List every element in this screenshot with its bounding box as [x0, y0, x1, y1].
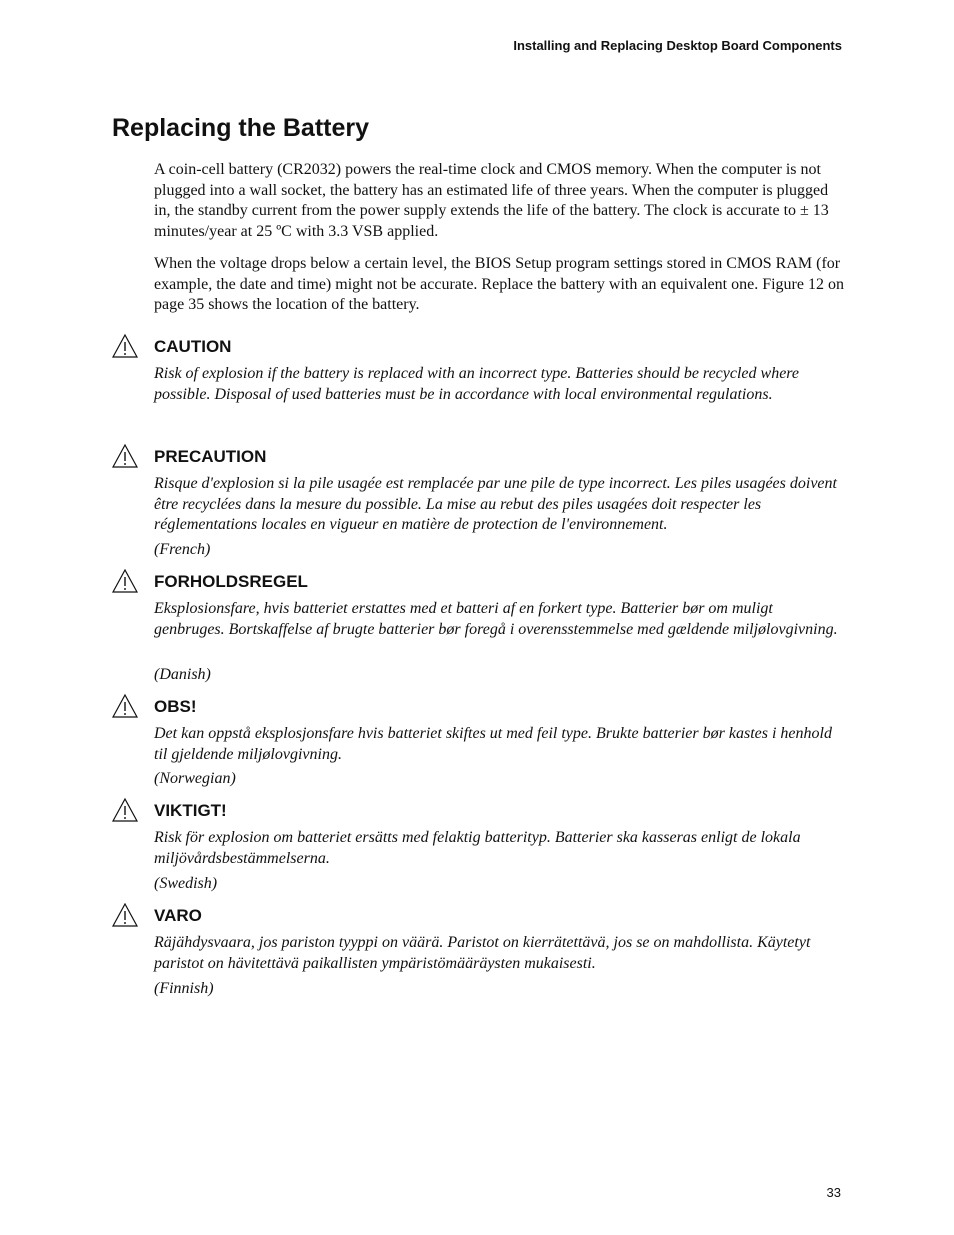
intro-paragraph: A coin-cell battery (CR2032) powers the real-time clock and CMOS memory. When the computer is not plugged into a wall socket, the battery has an estimated life of three years. When the computer is plugged in, the standby current from the power supply extends the life of the battery. The clock is accurate to ± 13 minutes/year at 25 ºC with 3.3 VSB applied.: [154, 161, 829, 241]
running-header: Installing and Replacing Desktop Board Components: [513, 38, 842, 53]
notice-language: (Norwegian): [154, 770, 236, 787]
notice-text: Risk för explosion om batteriet ersätts med felaktig batterityp. Batterier ska kasseras enligt de lokala miljövårdsbestämmelserna.: [154, 829, 801, 867]
warning-triangle-icon: [112, 903, 138, 927]
notice-language: (Danish): [154, 666, 211, 683]
notice-language: (French): [154, 541, 211, 558]
notice-heading: PRECAUTION: [154, 447, 267, 466]
notice-text: Eksplosionsfare, hvis batteriet erstattes med et batteri af en forkert type. Batterier bør om muligt genbruges. Bortskaffelse af brugte batterier bør foregå i overensstemmelse med gældende miljølovgivning.: [154, 600, 838, 638]
warning-triangle-icon: [112, 798, 138, 822]
page-title: Replacing the Battery: [112, 114, 370, 142]
warning-triangle-icon: [112, 569, 138, 593]
notice-text: Risk of explosion if the battery is replaced with an incorrect type. Batteries should be recycled where possible. Disposal of used batteries must be in accordance with local environmental regulations.: [154, 365, 800, 403]
notice-text: Räjähdysvaara, jos pariston tyyppi on väärä. Paristot on kierrätettävä, jos se on mahdollista. Käytetyt paristot on hävitettävä paikallisten ympäristömääräysten mukaisesti.: [154, 934, 811, 972]
warning-triangle-icon: [112, 334, 138, 358]
notice-heading: CAUTION: [154, 337, 232, 356]
notice-language: (Swedish): [154, 875, 218, 892]
notice-text: Det kan oppstå eksplosjonsfare hvis batteriet skiftes ut med feil type. Brukte batterier bør kastes i henhold til gjeldende miljølovgivning.: [154, 725, 832, 763]
notice-language: (Finnish): [154, 980, 214, 997]
notice-heading: OBS!: [154, 697, 197, 716]
notice-heading: FORHOLDSREGEL: [154, 572, 308, 591]
notice-heading: VIKTIGT!: [154, 801, 227, 820]
page-number: 33: [826, 1185, 841, 1200]
warning-triangle-icon: [112, 444, 138, 468]
voltage-paragraph: When the voltage drops below a certain level, the BIOS Setup program settings stored in CMOS RAM (for example, the date and time) might not be accurate. Replace the battery with an equivalent one. Figure 12 on page 35 shows the location of the battery.: [154, 255, 844, 314]
notice-text: Risque d'explosion si la pile usagée est remplacée par une pile de type incorrect. Les piles usagées doivent être recyclées dans la mesure du possible. La mise au rebut des piles usagées doit respecter les réglementations locales en vigueur en matière de protection de l'environnement.: [154, 475, 837, 534]
warning-triangle-icon: [112, 694, 138, 718]
notice-heading: VARO: [154, 906, 202, 925]
